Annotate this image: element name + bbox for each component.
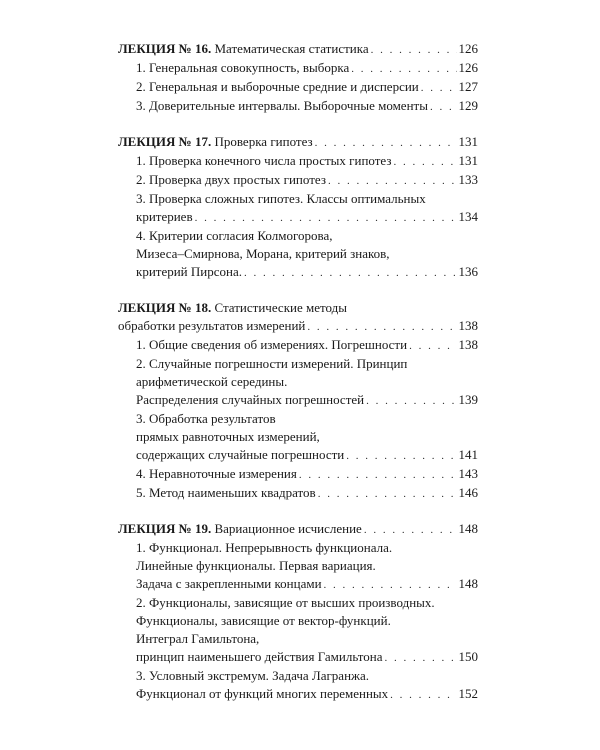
toc-item-line [118,59,478,78]
page-number: 136 [458,264,478,279]
page-number: 148 [458,576,478,591]
toc-item-line [118,410,478,428]
lecture-number: ЛЕКЦИЯ № 18. [118,300,212,315]
lecture-heading-cont [118,317,478,336]
page-number: 138 [458,337,478,352]
entry-text [136,612,391,630]
toc-item-line [118,263,478,282]
item-text: Распределения случайных погрешностей [136,392,365,407]
toc-item-line [118,630,478,648]
dot-leader [299,466,457,484]
page-number: 134 [458,209,478,224]
lecture-title: Проверка гипотез [211,134,313,149]
entry-text [136,410,276,428]
item-text: Мизеса–Смирнова, Морана, критерий знаков, [136,246,390,261]
lecture-title: Математическая статистика [211,41,369,56]
toc-item-line [118,539,478,557]
toc-item-line [118,245,478,263]
toc-item-line [118,97,478,116]
entry-text [136,245,390,263]
entry-text [118,133,313,151]
toc-item-line [118,208,478,227]
toc-item-line [118,373,478,391]
toc-item-line [118,612,478,630]
toc-item-line [118,391,478,410]
entry-text [136,594,435,612]
entry-text [118,299,347,317]
item-text: принцип наименьшего действия Гамильтона [136,649,383,664]
lecture-block [118,520,478,704]
page-number: 146 [458,485,478,500]
toc-item-line [118,465,478,484]
lecture-heading [118,133,478,152]
dot-leader [318,485,457,503]
entry-text [118,317,305,335]
toc-item-line [118,594,478,612]
page-number: 138 [458,318,478,333]
entry-text [118,520,362,538]
lecture-title-cont: обработки результатов измерений [118,318,306,333]
dot-leader [244,264,457,282]
entry-text [136,630,259,648]
entry-text [136,685,388,703]
toc-item-line [118,428,478,446]
item-text: Функционалы, зависящие от вектор-функций. [136,613,391,628]
item-text: критерий Пирсона. [136,264,242,279]
item-text: 5. Метод наименьших квадратов [136,485,316,500]
entry-text [136,263,242,281]
lecture-number: ЛЕКЦИЯ № 19. [118,521,212,536]
entry-text [136,428,320,446]
entry-text [136,557,376,575]
entry-text [136,208,193,226]
toc-item-line [118,227,478,245]
entry-text [136,446,344,464]
toc-item-line [118,667,478,685]
page-number: 131 [458,153,478,168]
toc-item-line [118,152,478,171]
dot-leader [315,134,457,152]
item-text: Функционал от функций многих переменных [136,686,389,701]
entry-text [136,97,428,115]
lecture-block [118,299,478,503]
toc-item-line [118,648,478,667]
item-text: Интеграл Гамильтона, [136,631,260,646]
toc-item-line [118,557,478,575]
item-text: 1. Проверка конечного числа простых гипотез [136,153,392,168]
dot-leader [390,686,456,704]
entry-text [136,391,364,409]
item-text: 2. Генеральная и выборочные средние и дисперсии [136,79,419,94]
item-text: Задача с закрепленными концами [136,576,322,591]
page-number: 139 [458,392,478,407]
page-number: 141 [458,447,478,462]
page-number: 143 [458,466,478,481]
item-text: 3. Обработка результатов [136,411,276,426]
page-number: 131 [458,134,478,149]
toc-item-line [118,446,478,465]
lecture-title: Вариационное исчисление [211,521,362,536]
entry-text [136,171,326,189]
table-of-contents [118,40,478,721]
toc-item-line [118,685,478,704]
entry-text [136,373,287,391]
item-text: 1. Общие сведения об измерениях. Погрешности [136,337,408,352]
dot-leader [364,521,457,539]
page-number: 133 [458,172,478,187]
entry-text [118,40,369,58]
item-text: 2. Случайные погрешности измерений. Принцип [136,356,408,371]
page-number: 126 [458,41,478,56]
entry-text [136,59,349,77]
dot-leader [307,318,456,336]
entry-text [136,152,391,170]
entry-text [136,336,407,354]
item-text: арифметической середины. [136,374,288,389]
toc-item-line [118,78,478,97]
page-number: 127 [458,79,478,94]
item-text: 3. Условный экстремум. Задача Лагранжа. [136,668,370,683]
dot-leader [385,649,457,667]
entry-text [136,667,369,685]
lecture-heading [118,299,478,317]
lecture-title: Статистические методы [211,300,347,315]
dot-leader [195,209,457,227]
lecture-number: ЛЕКЦИЯ № 16. [118,41,212,56]
entry-text [136,355,407,373]
lecture-number: ЛЕКЦИЯ № 17. [118,134,212,149]
page-number: 150 [458,649,478,664]
dot-leader [324,576,457,594]
entry-text [136,78,419,96]
dot-leader [366,392,456,410]
item-text: прямых равноточных измерений, [136,429,320,444]
item-text: 4. Критерии согласия Колмогорова, [136,228,333,243]
page-number: 148 [458,521,478,536]
toc-item-line [118,336,478,355]
lecture-heading [118,40,478,59]
toc-item-line [118,190,478,208]
item-text: критериев [136,209,193,224]
entry-text [136,465,297,483]
page-number: 126 [458,60,478,75]
toc-item-line [118,575,478,594]
dot-leader [421,79,457,97]
entry-text [136,648,383,666]
lecture-block [118,133,478,282]
entry-text [136,539,392,557]
toc-item-line [118,484,478,503]
entry-text [136,227,332,245]
item-text: 1. Генеральная совокупность, выборка [136,60,350,75]
toc-item-line [118,171,478,190]
item-text: 2. Функционалы, зависящие от высших производных. [136,595,435,610]
dot-leader [346,447,456,465]
entry-text [136,575,322,593]
item-text: 1. Функционал. Непрерывность функционала. [136,540,393,555]
item-text: Линейные функционалы. Первая вариация. [136,558,376,573]
dot-leader [430,98,457,116]
page-number: 152 [458,686,478,701]
item-text: 3. Доверительные интервалы. Выборочные моменты [136,98,428,113]
lecture-heading [118,520,478,539]
item-text: 4. Неравноточные измерения [136,466,297,481]
dot-leader [351,60,456,78]
entry-text [136,484,316,502]
dot-leader [409,337,456,355]
dot-leader [328,172,457,190]
page-number: 129 [458,98,478,113]
lecture-block [118,40,478,116]
entry-text [136,190,426,208]
item-text: 2. Проверка двух простых гипотез [136,172,326,187]
dot-leader [393,153,456,171]
item-text: 3. Проверка сложных гипотез. Классы оптимальных [136,191,426,206]
toc-item-line [118,355,478,373]
item-text: содержащих случайные погрешности [136,447,345,462]
dot-leader [371,41,457,59]
